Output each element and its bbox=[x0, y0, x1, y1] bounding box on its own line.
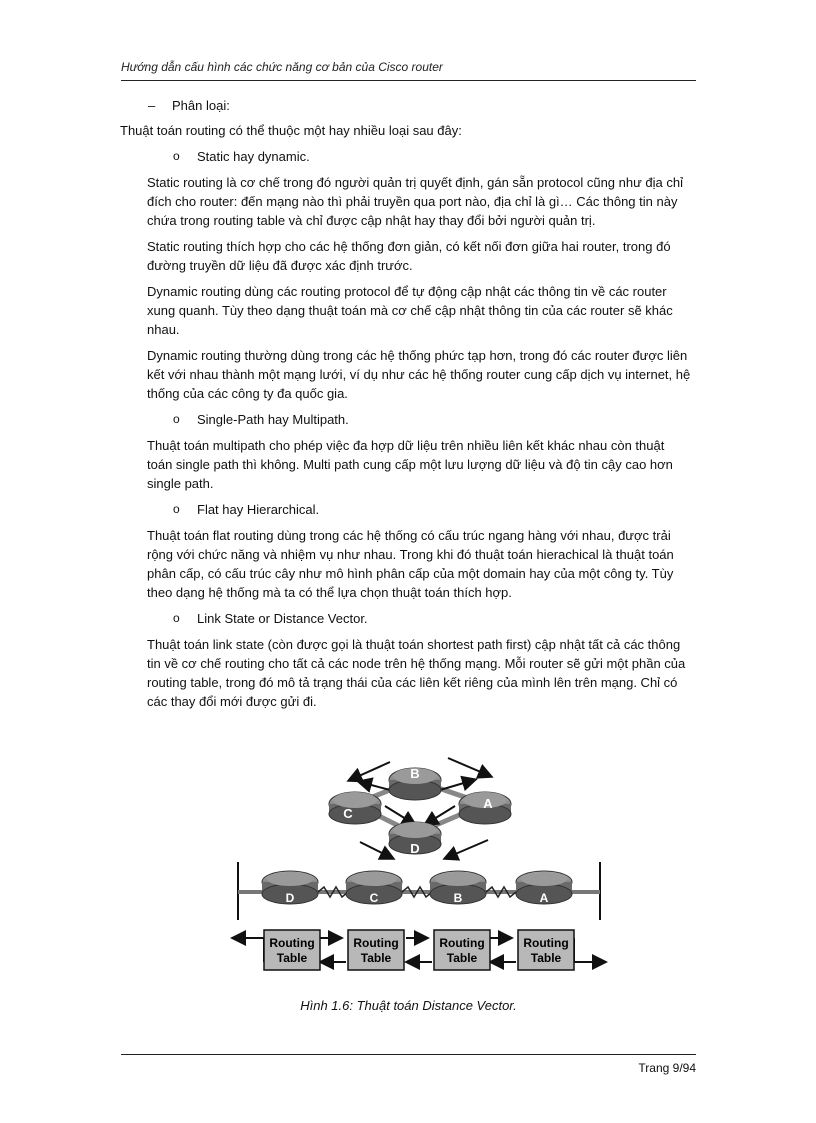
routing-table-3 bbox=[434, 930, 490, 970]
intro-paragraph: Thuật toán routing có thể thuộc một hay nhiều loại sau đây: bbox=[120, 123, 462, 138]
chain-router-a bbox=[516, 871, 572, 905]
paragraph: Thuật toán link state (còn được gọi là thuật toán shortest path first) cập nhật tất cả các thông tin về cơ chế routing cho tất cả các node trên hệ thống mạng. Mỗi router sẽ gửi một phần của routing table, trong đó mô tả trạng thái của các liên kết riêng của mình lên trên mạng. Chỉ có các thay đổi mới được gửi đi. bbox=[147, 637, 686, 709]
arrow bbox=[448, 758, 490, 776]
router-b bbox=[389, 766, 441, 800]
page-number: Trang 9/94 bbox=[638, 1061, 696, 1075]
section-link-state bbox=[120, 609, 700, 711]
routing-table-label: Table bbox=[276, 951, 308, 965]
bullet-marker: o bbox=[173, 611, 180, 625]
paragraph: Static routing thích hợp cho các hệ thống đơn giản, có kết nối đơn giữa hai router, trong đó đường truyền dữ liệu đã được xác định trước. bbox=[147, 239, 671, 273]
routing-table-4 bbox=[518, 930, 574, 970]
bullet-title: Link State or Distance Vector. bbox=[197, 611, 368, 626]
bullet-item bbox=[120, 410, 700, 429]
classification-label: Phân loại: bbox=[172, 98, 230, 113]
routing-table-label: Routing bbox=[439, 936, 485, 950]
bullet-title: Flat hay Hierarchical. bbox=[197, 502, 320, 517]
chain-router-b bbox=[430, 871, 486, 905]
footer-divider bbox=[121, 1054, 696, 1055]
figure-caption: Hình 1.6: Thuật toán Distance Vector. bbox=[300, 998, 517, 1013]
router-label: A bbox=[539, 891, 549, 905]
classification-item bbox=[120, 96, 700, 115]
paragraph: Static routing là cơ chế trong đó người quản trị quyết định, gán sẵn protocol cũng như địa chỉ đích cho router: đến mạng nào thì phải truyền qua port nào, địa chỉ là gì… Các thông tin này chứa trong routing table và chỉ được cập nhật hay thay đổi bởi người quản trị. bbox=[147, 175, 684, 228]
routing-table-2 bbox=[348, 930, 404, 970]
routing-table-label: Table bbox=[530, 951, 562, 965]
routing-table-1 bbox=[264, 930, 320, 970]
section-flat-hierarchical bbox=[120, 500, 700, 602]
arrow bbox=[350, 762, 390, 780]
bullet-title: Static hay dynamic. bbox=[197, 149, 310, 164]
chain-router-c bbox=[346, 871, 402, 905]
dash-marker: – bbox=[148, 98, 156, 113]
bullet-item bbox=[120, 609, 700, 628]
arrow bbox=[360, 842, 392, 858]
routing-table-label: Routing bbox=[353, 936, 399, 950]
paragraph: Dynamic routing thường dùng trong các hệ thống phức tạp hơn, trong đó các router được liên kết với nhau thành một mạng lưới, ví dụ như các hệ thống router cung cấp dịch vụ internet, hệ thống của các công ty đa quốc gia. bbox=[147, 348, 691, 401]
bullet-marker: o bbox=[173, 502, 180, 516]
header-divider bbox=[121, 80, 696, 81]
network-diagram bbox=[230, 742, 610, 992]
router-label: C bbox=[343, 806, 353, 821]
router-d bbox=[389, 822, 441, 856]
router-label: A bbox=[483, 796, 493, 811]
arrow bbox=[446, 840, 488, 858]
page-header-title: Hướng dẫn cấu hình các chức năng cơ bản của Cisco router bbox=[121, 60, 443, 74]
arrow bbox=[440, 780, 474, 790]
routing-table-label: Routing bbox=[269, 936, 315, 950]
bullet-marker: o bbox=[173, 149, 180, 163]
router-label: D bbox=[410, 841, 420, 856]
routing-table-label: Table bbox=[360, 951, 392, 965]
page-content bbox=[120, 96, 700, 718]
routing-table-label: Routing bbox=[523, 936, 569, 950]
paragraph: Dynamic routing dùng các routing protocol để tự động cập nhật các thông tin về các router xung quanh. Tùy theo dạng thuật toán mà cơ chế cập nhật thông tin của các router sẽ khác nhau. bbox=[147, 284, 673, 337]
distance-vector-figure bbox=[230, 742, 610, 992]
paragraph: Thuật toán multipath cho phép việc đa hợp dữ liệu trên nhiều liên kết khác nhau còn thuật toán single path thì không. Multi path cung cấp một lưu lượng dữ liệu và độ tin cậy cao hơn single path. bbox=[147, 438, 673, 491]
section-static-dynamic bbox=[120, 147, 700, 403]
section-single-multipath bbox=[120, 410, 700, 493]
bullet-title: Single-Path hay Multipath. bbox=[197, 412, 349, 427]
router-a bbox=[459, 792, 511, 824]
router-label: D bbox=[285, 891, 295, 905]
bullet-item bbox=[120, 500, 700, 519]
router-label: B bbox=[410, 766, 420, 781]
paragraph: Thuật toán flat routing dùng trong các hệ thống có cấu trúc ngang hàng với nhau, được trải rộng với chức năng và nhiệm vụ như nhau. Trong khi đó thuật toán hierachical là thuật toán phân cấp, có cấu trúc cây như mô hình phân cấp của một domain hay của một công ty. Tùy theo dạng hệ thống mà ta có thể lựa chọn thuật toán thích hợp. bbox=[147, 528, 674, 600]
bullet-item bbox=[120, 147, 700, 166]
bullet-marker: o bbox=[173, 412, 180, 426]
router-label: B bbox=[453, 891, 463, 905]
arrow bbox=[360, 782, 390, 790]
chain-router-d bbox=[262, 871, 318, 905]
router-c bbox=[329, 792, 381, 824]
routing-table-label: Table bbox=[446, 951, 478, 965]
router-label: C bbox=[369, 891, 379, 905]
